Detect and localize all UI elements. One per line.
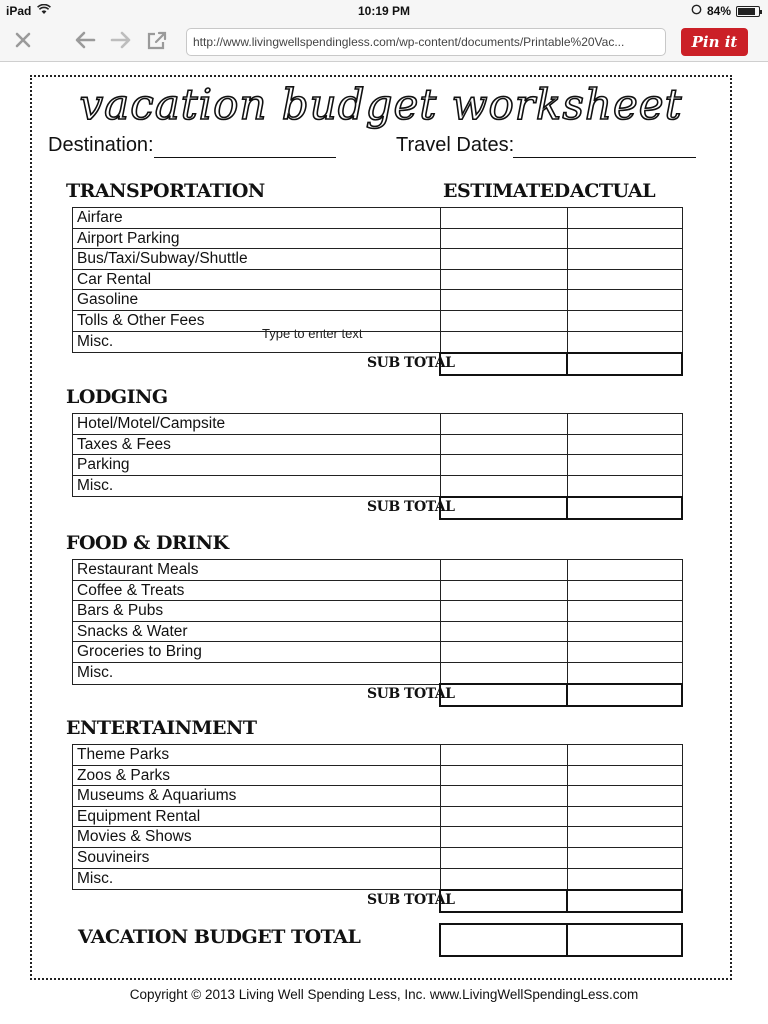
vacation-budget-total-label: VACATION BUDGET TOTAL — [78, 926, 361, 948]
actual-cell[interactable] — [568, 745, 682, 765]
actual-cell[interactable] — [568, 270, 682, 290]
battery-level — [738, 8, 755, 15]
estimated-cell[interactable] — [441, 208, 568, 228]
estimated-cell[interactable] — [441, 290, 568, 310]
subtotal-estimated-cell[interactable] — [441, 498, 568, 518]
row-label: Bus/Taxi/Subway/Shuttle — [73, 249, 441, 269]
subtotal-actual-cell[interactable] — [568, 685, 681, 705]
estimated-cell[interactable] — [441, 311, 568, 331]
estimated-cell[interactable] — [441, 414, 568, 434]
estimated-cell[interactable] — [441, 332, 568, 353]
row-label: Movies & Shows — [73, 827, 441, 847]
table-row — [73, 249, 682, 270]
estimated-cell[interactable] — [441, 581, 568, 601]
clock: 10:19 PM — [357, 4, 411, 18]
actual-cell[interactable] — [568, 642, 682, 662]
section-heading-transportation: TRANSPORTATION — [66, 180, 265, 202]
subtotal-box — [439, 683, 683, 707]
row-label: Restaurant Meals — [73, 560, 441, 580]
section-table-entertainment — [72, 744, 683, 890]
subtotal-box — [439, 496, 683, 520]
estimated-cell[interactable] — [441, 270, 568, 290]
subtotal-box — [439, 889, 683, 913]
row-label: Bars & Pubs — [73, 601, 441, 621]
table-row — [73, 622, 682, 643]
travel-dates-label: Travel Dates: — [396, 134, 515, 156]
actual-cell[interactable] — [568, 414, 682, 434]
actual-cell[interactable] — [568, 435, 682, 455]
estimated-cell[interactable] — [441, 249, 568, 269]
text-entry-hint: Type to enter text — [262, 326, 363, 341]
table-row — [73, 229, 682, 250]
actual-cell[interactable] — [568, 476, 682, 497]
estimated-cell[interactable] — [441, 622, 568, 642]
estimated-cell[interactable] — [441, 642, 568, 662]
table-row — [73, 807, 682, 828]
table-row — [73, 560, 682, 581]
table-row — [73, 869, 682, 890]
table-row — [73, 476, 682, 497]
table-row — [73, 745, 682, 766]
battery-percent: 84% — [706, 4, 731, 18]
actual-cell[interactable] — [568, 311, 682, 331]
subtotal-box — [439, 352, 683, 376]
row-label: Parking — [73, 455, 441, 475]
section-heading-food-and-drink: FOOD & DRINK — [66, 532, 229, 554]
table-row — [73, 208, 682, 229]
table-row — [73, 848, 682, 869]
section-heading-entertainment: ENTERTAINMENT — [66, 717, 257, 739]
table-row — [73, 270, 682, 291]
subtotal-estimated-cell[interactable] — [441, 354, 568, 374]
estimated-cell[interactable] — [441, 807, 568, 827]
actual-cell[interactable] — [568, 869, 682, 890]
forward-arrow-icon[interactable] — [108, 30, 134, 54]
row-label: Misc. — [73, 332, 441, 353]
close-icon[interactable] — [10, 30, 36, 54]
status-bar — [0, 0, 768, 22]
actual-cell[interactable] — [568, 290, 682, 310]
actual-cell[interactable] — [568, 208, 682, 228]
actual-cell[interactable] — [568, 663, 682, 684]
subtotal-actual-cell[interactable] — [568, 354, 681, 374]
total-actual-cell[interactable] — [568, 925, 681, 955]
estimated-cell[interactable] — [441, 766, 568, 786]
subtotal-actual-cell[interactable] — [568, 498, 681, 518]
row-label: Museums & Aquariums — [73, 786, 441, 806]
subtotal-label: SUB TOTAL — [367, 892, 455, 908]
estimated-cell[interactable] — [441, 435, 568, 455]
table-row — [73, 290, 682, 311]
row-label: Misc. — [73, 476, 441, 497]
actual-cell[interactable] — [568, 332, 682, 353]
actual-cell[interactable] — [568, 601, 682, 621]
table-row — [73, 827, 682, 848]
orientation-lock-icon — [691, 4, 702, 18]
row-label: Equipment Rental — [73, 807, 441, 827]
subtotal-estimated-cell[interactable] — [441, 891, 568, 911]
actual-cell[interactable] — [568, 622, 682, 642]
table-row — [73, 435, 682, 456]
actual-cell[interactable] — [568, 807, 682, 827]
row-label: Theme Parks — [73, 745, 441, 765]
estimated-cell[interactable] — [441, 869, 568, 890]
total-estimated-cell[interactable] — [441, 925, 568, 955]
section-table-food-and-drink — [72, 559, 683, 685]
row-label: Snacks & Water — [73, 622, 441, 642]
destination-field[interactable] — [154, 157, 336, 158]
actual-cell[interactable] — [568, 249, 682, 269]
column-actual: ACTUAL — [570, 180, 656, 202]
estimated-cell[interactable] — [441, 229, 568, 249]
section-heading-lodging: LODGING — [66, 386, 168, 408]
row-label: Taxes & Fees — [73, 435, 441, 455]
table-row — [73, 642, 682, 663]
estimated-cell[interactable] — [441, 601, 568, 621]
estimated-cell[interactable] — [441, 663, 568, 684]
actual-cell[interactable] — [568, 786, 682, 806]
section-table-lodging — [72, 413, 683, 497]
table-row — [73, 414, 682, 435]
estimated-cell[interactable] — [441, 455, 568, 475]
table-row — [73, 663, 682, 684]
actual-cell[interactable] — [568, 455, 682, 475]
row-label: Hotel/Motel/Campsite — [73, 414, 441, 434]
row-label: Groceries to Bring — [73, 642, 441, 662]
estimated-cell[interactable] — [441, 827, 568, 847]
table-row — [73, 766, 682, 787]
row-label: Gasoline — [73, 290, 441, 310]
vacation-budget-total-box — [439, 923, 683, 957]
browser-toolbar — [0, 22, 768, 62]
actual-cell[interactable] — [568, 827, 682, 847]
subtotal-estimated-cell[interactable] — [441, 685, 568, 705]
row-label: Misc. — [73, 869, 441, 890]
subtotal-actual-cell[interactable] — [568, 891, 681, 911]
table-row — [73, 332, 682, 353]
row-label: Tolls & Other Fees — [73, 311, 441, 331]
actual-cell[interactable] — [568, 848, 682, 868]
share-icon[interactable] — [144, 30, 170, 54]
estimated-cell[interactable] — [441, 560, 568, 580]
destination-label: Destination: — [48, 134, 154, 156]
row-label: Zoos & Parks — [73, 766, 441, 786]
estimated-cell[interactable] — [441, 786, 568, 806]
row-label: Airfare — [73, 208, 441, 228]
worksheet-title: vacation budget worksheet — [79, 80, 683, 129]
device-name: iPad — [6, 4, 32, 18]
subtotal-label: SUB TOTAL — [367, 355, 455, 371]
section-table-transportation — [72, 207, 683, 353]
battery-icon — [736, 6, 760, 17]
table-row — [73, 581, 682, 602]
subtotal-label: SUB TOTAL — [367, 499, 455, 515]
actual-cell[interactable] — [568, 581, 682, 601]
url-bar[interactable]: http://www.livingwellspendingless.com/wp-content/documents/Printable%20Vac... — [186, 28, 666, 56]
row-label: Souvineirs — [73, 848, 441, 868]
row-label: Coffee & Treats — [73, 581, 441, 601]
row-label: Misc. — [73, 663, 441, 684]
estimated-cell[interactable] — [441, 848, 568, 868]
actual-cell[interactable] — [568, 560, 682, 580]
pin-it-button[interactable]: Pin it — [681, 28, 748, 56]
actual-cell[interactable] — [568, 229, 682, 249]
travel-dates-field[interactable] — [513, 157, 696, 158]
copyright-footer: Copyright © 2013 Living Well Spending Less, Inc. www.LivingWellSpendingLess.com — [129, 987, 639, 1002]
table-row — [73, 311, 682, 332]
row-label: Car Rental — [73, 270, 441, 290]
table-row — [73, 601, 682, 622]
actual-cell[interactable] — [568, 766, 682, 786]
table-row — [73, 455, 682, 476]
row-label: Airport Parking — [73, 229, 441, 249]
back-arrow-icon[interactable] — [72, 30, 98, 54]
table-row — [73, 786, 682, 807]
estimated-cell[interactable] — [441, 745, 568, 765]
subtotal-label: SUB TOTAL — [367, 686, 455, 702]
estimated-cell[interactable] — [441, 476, 568, 497]
column-estimated: ESTIMATED — [443, 180, 570, 202]
